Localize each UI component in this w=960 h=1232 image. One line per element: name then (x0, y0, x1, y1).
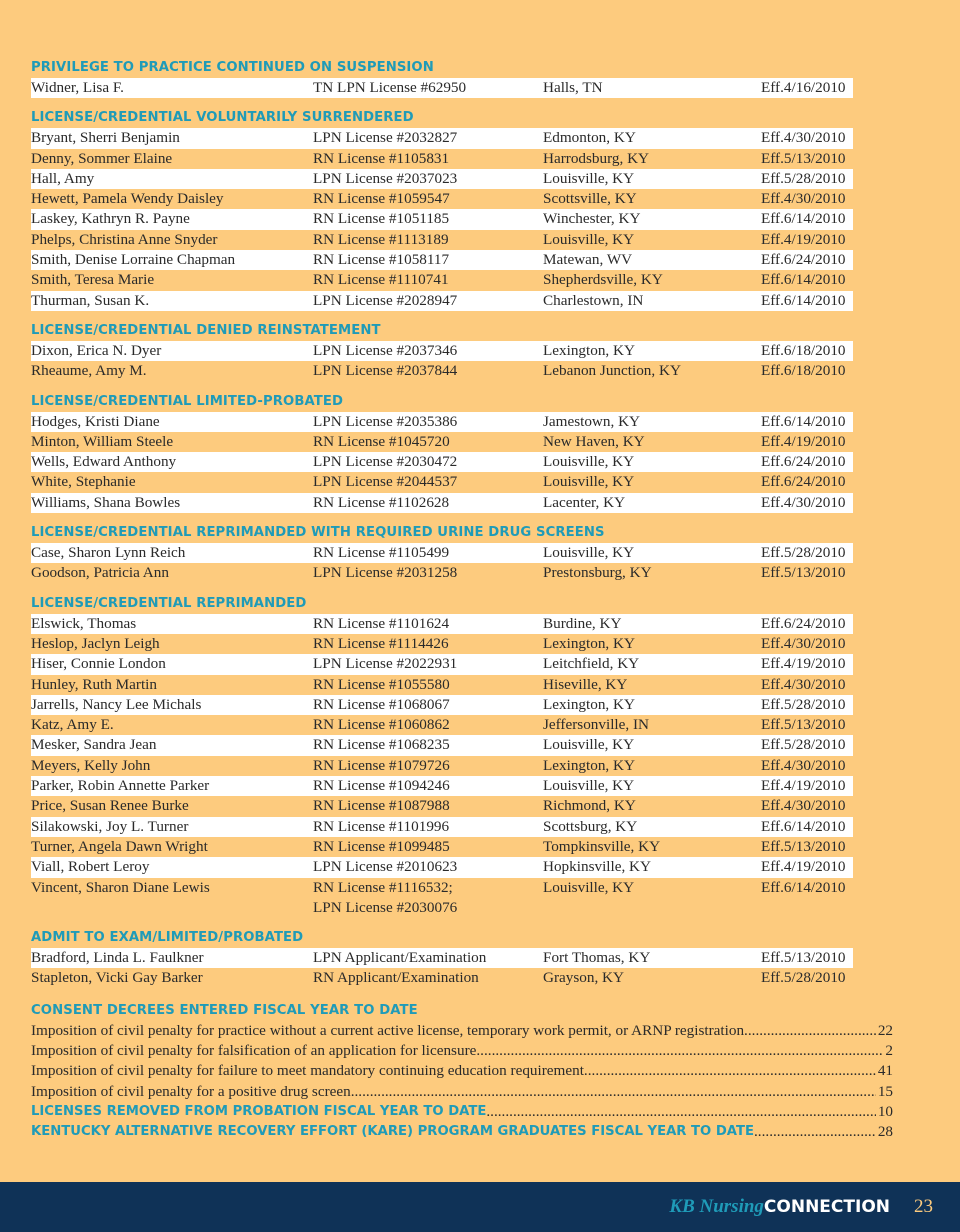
licensee-name: Dixon, Erica N. Dyer (31, 341, 162, 359)
licensee-location: Matewan, WV (543, 251, 633, 269)
effective-date: Eff.6/24/2010 (761, 453, 846, 471)
dot-leader (486, 1102, 875, 1122)
licensee-location: Fort Thomas, KY (543, 949, 651, 967)
licensee-name: Silakowski, Joy L. Turner (31, 817, 189, 835)
table-row (31, 230, 901, 250)
effective-date: Eff.6/24/2010 (761, 473, 846, 491)
section (31, 108, 901, 311)
effective-date: Eff.4/30/2010 (761, 129, 846, 147)
table-row (31, 189, 901, 209)
license-number: RN License #1101996 (313, 817, 450, 835)
table-row (31, 715, 901, 735)
summary-count: 22 (877, 1021, 893, 1039)
licensee-location: Jamestown, KY (543, 412, 641, 430)
licensee-name: Widner, Lisa F. (31, 79, 124, 96)
license-number: LPN License #2032827 (313, 129, 458, 147)
table-row (31, 654, 853, 674)
section (31, 58, 901, 98)
effective-date: Eff.5/28/2010 (761, 544, 846, 562)
licensee-location: Winchester, KY (543, 210, 641, 228)
effective-date: Eff.5/13/2010 (761, 149, 846, 167)
summary-line (31, 1082, 893, 1102)
license-number: LPN License #2030472 (313, 453, 458, 471)
license-number: RN License #1079726 (313, 756, 450, 774)
section (31, 594, 901, 918)
effective-date: Eff.4/19/2010 (761, 655, 846, 673)
effective-date: Eff.6/14/2010 (761, 271, 846, 289)
effective-date: Eff.4/30/2010 (761, 675, 846, 693)
licensee-location: Louisville, KY (543, 777, 635, 795)
licensee-name: Case, Sharon Lynn Reich (31, 544, 186, 562)
license-number: RN License #1068067 (313, 695, 450, 713)
licensee-location: Tompkinsville, KY (543, 837, 661, 855)
licensee-location: New Haven, KY (543, 432, 645, 450)
section-heading: LICENSE/CREDENTIAL VOLUNTARILY SURRENDERED (31, 110, 414, 126)
page-number: 23 (914, 1196, 933, 1217)
effective-date: Eff.4/19/2010 (761, 777, 846, 795)
effective-date: Eff.5/28/2010 (761, 169, 846, 187)
section (31, 321, 901, 382)
effective-date: Eff.5/28/2010 (761, 695, 846, 713)
license-number: RN License #1068235 (313, 736, 450, 754)
section-heading: PRIVILEGE TO PRACTICE CONTINUED ON SUSPENSION (31, 60, 434, 75)
section (31, 523, 901, 584)
licensee-name: Thurman, Susan K. (31, 291, 150, 309)
table-row (31, 634, 901, 654)
license-number: RN License #1102628 (313, 493, 450, 511)
effective-date: Eff.5/28/2010 (761, 736, 846, 754)
license-number: RN Applicant/Examination (313, 969, 479, 987)
licensee-name: Hewett, Pamela Wendy Daisley (31, 190, 224, 208)
license-number: RN License #1051185 (313, 210, 450, 228)
fiscal-summary-list (31, 1102, 901, 1143)
effective-date: Eff.6/14/2010 (761, 878, 846, 896)
table-row (31, 756, 901, 776)
effective-date: Eff.6/14/2010 (761, 412, 846, 430)
dot-leader (754, 1122, 876, 1142)
license-number: LPN License #2044537 (313, 473, 458, 491)
licensee-location: Louisville, KY (543, 544, 635, 562)
licensee-location: Richmond, KY (543, 797, 636, 815)
section-heading: LICENSE/CREDENTIAL REPRIMANDED WITH REQUIRED URINE DRUG SCREENS (31, 525, 605, 541)
section-heading: LICENSE/CREDENTIAL LIMITED-PROBATED (31, 393, 344, 409)
licensee-name: Parker, Robin Annette Parker (31, 777, 210, 795)
summary-label: KENTUCKY ALTERNATIVE RECOVERY EFFORT (KARE) PROGRAM GRADUATES FISCAL YEAR TO DATE (31, 1124, 754, 1140)
table-row (31, 948, 853, 968)
licensee-name: Williams, Shana Bowles (31, 493, 181, 511)
brand-connection: CONNECTION (763, 1197, 890, 1217)
license-number: LPN License #2035386 (313, 412, 458, 430)
summary-label: Imposition of civil penalty for a positive drug screen (31, 1082, 351, 1100)
consent-decrees-heading: CONSENT DECREES ENTERED FISCAL YEAR TO DATE (31, 1002, 418, 1018)
license-number: RN License #1114426 (313, 634, 449, 652)
licensee-name: Price, Susan Renee Burke (31, 797, 189, 815)
brand-kb-nursing: KB Nursing (669, 1196, 764, 1217)
table-row (31, 149, 901, 169)
licensee-location: Louisville, KY (543, 473, 635, 491)
licensee-name: Mesker, Sandra Jean (31, 736, 157, 754)
dot-leader (584, 1061, 876, 1081)
dot-leader (476, 1041, 883, 1061)
license-number: RN License #1101624 (313, 614, 450, 632)
licensee-name: Jarrells, Nancy Lee Michals (31, 695, 202, 713)
summary-line (31, 1061, 893, 1081)
dot-leader (351, 1082, 876, 1102)
summary-label: Imposition of civil penalty for falsification of an application for licensure (31, 1041, 477, 1059)
license-number: RN License #1110741 (313, 271, 449, 289)
effective-date: Eff.6/14/2010 (761, 210, 846, 228)
licensee-location: Scottsville, KY (543, 190, 637, 208)
license-number: RN License #1055580 (313, 675, 450, 693)
license-number: RN License #1094246 (313, 777, 450, 795)
table-row (31, 837, 901, 857)
section (31, 928, 901, 989)
table-row (31, 857, 853, 877)
consent-decrees-list (31, 1021, 901, 1102)
effective-date: Eff.6/14/2010 (761, 291, 846, 309)
effective-date: Eff.4/30/2010 (761, 493, 846, 511)
effective-date: Eff.6/24/2010 (761, 251, 846, 269)
license-number: LPN License #2028947 (313, 291, 458, 309)
license-number: LPN License #2010623 (313, 858, 458, 876)
summary-line (31, 1021, 893, 1041)
licensee-name: Smith, Denise Lorraine Chapman (31, 251, 236, 269)
license-number: LPN License #2022931 (313, 655, 458, 673)
licensee-name: Wells, Edward Anthony (31, 453, 177, 471)
table-row (31, 169, 853, 189)
licensee-location: Lexington, KY (543, 695, 635, 713)
section-heading: LICENSE/CREDENTIAL REPRIMANDED (31, 595, 307, 611)
licensee-name: Smith, Teresa Marie (31, 271, 155, 289)
section-heading: LICENSE/CREDENTIAL DENIED REINSTATEMENT (31, 322, 381, 338)
table-row (31, 452, 853, 472)
licensee-name: Rheaume, Amy M. (31, 362, 147, 380)
licensee-name: Denny, Sommer Elaine (31, 149, 173, 167)
table-row (31, 472, 901, 492)
table-row (31, 128, 853, 148)
licensee-name: Viall, Robert Leroy (31, 858, 150, 876)
licensee-name: Goodson, Patricia Ann (31, 564, 169, 582)
licensee-location: Charlestown, IN (543, 291, 644, 309)
licensee-name: Laskey, Kathryn R. Payne (31, 210, 190, 228)
license-number: RN License #1059547 (313, 190, 450, 208)
licensee-location: Lebanon Junction, KY (543, 362, 681, 380)
table-row (31, 968, 901, 988)
licensee-name: Bradford, Linda L. Faulkner (31, 949, 204, 967)
licensee-location: Burdine, KY (543, 614, 622, 632)
effective-date: Eff.4/16/2010 (761, 79, 846, 96)
table-row (31, 817, 853, 837)
licensee-location: Louisville, KY (543, 878, 635, 896)
effective-date: Eff.4/30/2010 (761, 756, 846, 774)
table-row (31, 563, 901, 583)
table-row (31, 878, 901, 919)
table-row (31, 614, 853, 634)
licensee-location: Shepherdsville, KY (543, 271, 663, 289)
licensee-name: Hodges, Kristi Diane (31, 412, 160, 430)
licensee-name: Katz, Amy E. (31, 716, 114, 734)
license-number: RN License #1113189 (313, 230, 449, 248)
licensee-location: Louisville, KY (543, 230, 635, 248)
license-number: LPN License #2037023 (313, 169, 458, 187)
effective-date: Eff.4/19/2010 (761, 858, 846, 876)
section (31, 392, 901, 513)
table-row (31, 695, 853, 715)
license-number: RN License #1116532; LPN License #2030076 (313, 878, 458, 916)
licensee-location: Halls, TN (543, 79, 603, 96)
effective-date: Eff.5/13/2010 (761, 564, 846, 582)
table-row (31, 493, 853, 513)
summary-count: 28 (877, 1123, 893, 1141)
effective-date: Eff.4/19/2010 (761, 230, 846, 248)
table-row (31, 209, 853, 229)
summary-label: Imposition of civil penalty for practice without a current active license, temporary work permit, or ARNP registration (31, 1021, 745, 1039)
license-number: LPN License #2031258 (313, 564, 458, 582)
licensee-name: Vincent, Sharon Diane Lewis (31, 878, 210, 896)
effective-date: Eff.6/14/2010 (761, 817, 846, 835)
licensee-name: Elswick, Thomas (31, 614, 137, 632)
summary-label: Imposition of civil penalty for failure to meet mandatory continuing education requirement (31, 1062, 584, 1080)
summary-label: LICENSES REMOVED FROM PROBATION FISCAL YEAR TO DATE (31, 1103, 487, 1119)
licensee-name: Hiser, Connie London (31, 655, 166, 673)
table-row (31, 543, 853, 563)
licensee-name: Heslop, Jaclyn Leigh (31, 634, 160, 652)
effective-date: Eff.5/13/2010 (761, 949, 846, 967)
effective-date: Eff.6/18/2010 (761, 341, 846, 359)
licensee-location: Louisville, KY (543, 736, 635, 754)
licensee-name: Turner, Angela Dawn Wright (31, 837, 208, 855)
licensee-name: Hall, Amy (31, 169, 95, 187)
section-heading: ADMIT TO EXAM/LIMITED/PROBATED (31, 930, 304, 946)
document-body (31, 58, 901, 1152)
license-number: RN License #1105831 (313, 149, 450, 167)
effective-date: Eff.5/13/2010 (761, 837, 846, 855)
licensee-name: Bryant, Sherri Benjamin (31, 129, 180, 147)
licensee-location: Hiseville, KY (543, 675, 628, 693)
effective-date: Eff.6/24/2010 (761, 614, 846, 632)
summary-count: 15 (877, 1082, 893, 1100)
license-number: TN LPN License #62950 (313, 79, 467, 96)
licensee-location: Scottsburg, KY (543, 817, 638, 835)
table-row (31, 776, 853, 796)
table-row (31, 341, 853, 361)
licensee-location: Lexington, KY (543, 341, 635, 359)
summary-line (31, 1122, 893, 1142)
effective-date: Eff.4/30/2010 (761, 797, 846, 815)
licensee-location: Harrodsburg, KY (543, 149, 650, 167)
effective-date: Eff.4/30/2010 (761, 190, 846, 208)
licensee-location: Lacenter, KY (543, 493, 626, 511)
licensee-location: Louisville, KY (543, 169, 635, 187)
summary-line (31, 1041, 893, 1061)
licensee-location: Louisville, KY (543, 453, 635, 471)
table-row (31, 675, 901, 695)
license-number: RN License #1060862 (313, 716, 450, 734)
table-row (31, 78, 853, 98)
table-row (31, 270, 901, 290)
table-row (31, 412, 853, 432)
license-number: RN License #1105499 (313, 544, 450, 562)
licensee-location: Hopkinsville, KY (543, 858, 651, 876)
effective-date: Eff.5/28/2010 (761, 969, 846, 987)
effective-date: Eff.4/19/2010 (761, 432, 846, 450)
licensee-location: Edmonton, KY (543, 129, 636, 147)
license-number: RN License #1058117 (313, 251, 450, 269)
summary-line (31, 1102, 893, 1122)
table-row (31, 796, 901, 816)
licensee-name: White, Stephanie (31, 473, 136, 491)
license-number: RN License #1099485 (313, 837, 450, 855)
disciplinary-sections (31, 58, 901, 989)
license-number: LPN License #2037844 (313, 362, 458, 380)
license-number: RN License #1087988 (313, 797, 450, 815)
table-row (31, 735, 853, 755)
licensee-location: Leitchfield, KY (543, 655, 640, 673)
effective-date: Eff.4/30/2010 (761, 634, 846, 652)
licensee-name: Minton, William Steele (31, 432, 174, 450)
licensee-location: Jeffersonville, IN (543, 716, 650, 734)
table-row (31, 432, 901, 452)
licensee-name: Meyers, Kelly John (31, 756, 151, 774)
licensee-name: Hunley, Ruth Martin (31, 675, 157, 693)
effective-date: Eff.5/13/2010 (761, 716, 846, 734)
table-row (31, 291, 853, 311)
licensee-location: Grayson, KY (543, 969, 624, 987)
dot-leader (744, 1021, 876, 1041)
summary-count: 2 (885, 1041, 893, 1059)
license-number: RN License #1045720 (313, 432, 450, 450)
summary-count: 41 (877, 1062, 893, 1080)
table-row (31, 361, 901, 381)
effective-date: Eff.6/18/2010 (761, 362, 846, 380)
licensee-location: Lexington, KY (543, 756, 635, 774)
license-number: LPN Applicant/Examination (313, 949, 487, 967)
summary-count: 10 (877, 1102, 893, 1120)
table-row (31, 250, 853, 270)
consent-decrees-section (31, 1001, 901, 1143)
license-number: LPN License #2037346 (313, 341, 458, 359)
licensee-location: Prestonsburg, KY (543, 564, 652, 582)
page-footer (0, 1182, 960, 1232)
licensee-location: Lexington, KY (543, 634, 635, 652)
licensee-name: Phelps, Christina Anne Snyder (31, 230, 218, 248)
licensee-name: Stapleton, Vicki Gay Barker (31, 969, 203, 987)
publication-logo (669, 1192, 890, 1222)
